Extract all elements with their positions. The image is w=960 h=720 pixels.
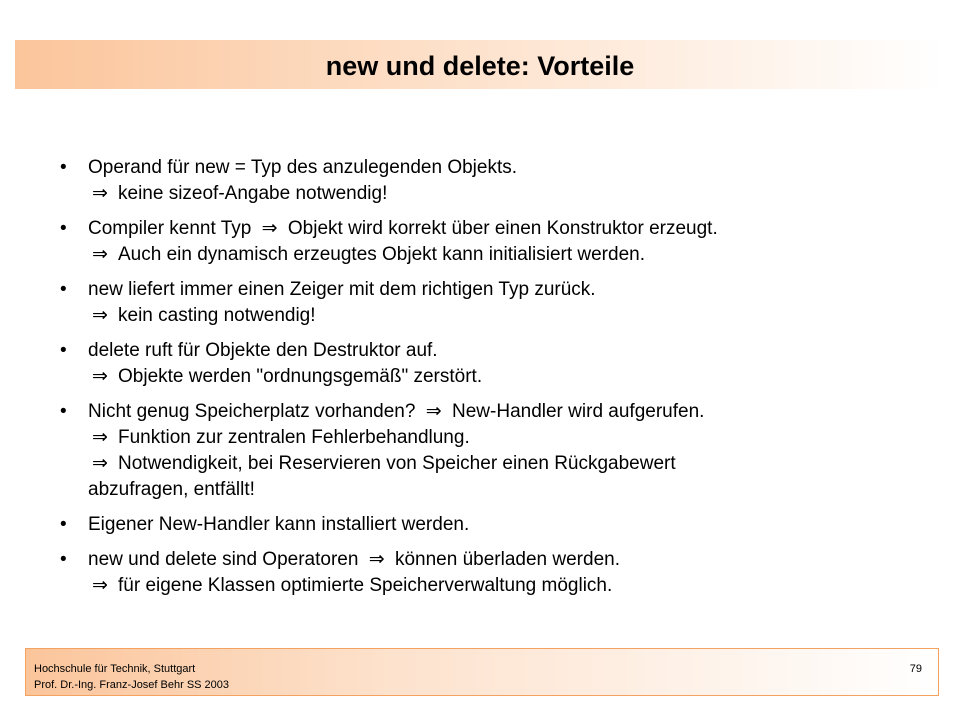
bullet-text-cont: können überladen werden. [394,549,620,570]
bullet-list [60,155,920,608]
implies-arrow-icon: ⇒ [425,401,442,422]
bullet-item [60,277,920,329]
bullet-text: new liefert immer einen Zeiger mit dem richtigen Typ zurück. [88,279,596,300]
implies-arrow-icon: ⇒ [92,427,108,448]
bullet-subtext: für eigene Klassen optimierte Speicherverwaltung möglich. [118,575,613,596]
implies-arrow-icon: ⇒ [92,453,108,474]
bullet-item [60,155,920,207]
title-bar [15,40,945,89]
bullet-icon: • [60,340,67,361]
implies-arrow-icon: ⇒ [92,366,108,387]
bullet-icon: • [60,549,67,570]
bullet-subtext: Funktion zur zentralen Fehlerbehandlung. [118,427,470,448]
implies-arrow-icon: ⇒ [368,549,385,570]
bullet-text-cont: Objekt wird korrekt über einen Konstruktor erzeugt. [287,218,718,239]
bullet-subtext: keine sizeof-Angabe notwendig! [118,183,388,204]
footer-institution: Hochschule für Technik, Stuttgart [34,663,196,675]
bullet-subtext: kein casting notwendig! [118,305,316,326]
bullet-subtext: Auch ein dynamisch erzeugtes Objekt kann initialisiert werden. [118,244,645,265]
bullet-subtext: Objekte werden "ordnungsgemäß" zerstört. [118,366,483,387]
bullet-text-cont: New-Handler wird aufgerufen. [452,401,705,422]
implies-arrow-icon: ⇒ [92,183,108,204]
bullet-item [60,547,920,599]
bullet-text: Compiler kennt Typ [88,218,252,239]
bullet-item [60,399,920,503]
bullet-text: Operand für new = Typ des anzulegenden Objekts. [88,157,518,178]
bullet-icon: • [60,401,67,422]
footer [25,648,939,696]
implies-arrow-icon: ⇒ [92,244,108,265]
bullet-text: Nicht genug Speicherplatz vorhanden? [88,401,416,422]
bullet-subtext: Notwendigkeit, bei Reservieren von Speicher einen Rückgabewert [118,453,676,474]
bullet-icon: • [60,514,67,535]
bullet-text: new und delete sind Operatoren [88,549,359,570]
bullet-item [60,512,920,538]
bullet-icon: • [60,218,67,239]
bullet-subtext-cont: abzufragen, entfällt! [88,479,255,500]
bullet-icon: • [60,157,67,178]
implies-arrow-icon: ⇒ [92,305,108,326]
page-number: 79 [909,663,922,675]
implies-arrow-icon: ⇒ [92,575,108,596]
footer-author: Prof. Dr.-Ing. Franz-Josef Behr SS 2003 [34,679,230,691]
bullet-text: Eigener New-Handler kann installiert werden. [88,514,470,535]
bullet-item [60,338,920,390]
bullet-icon: • [60,279,67,300]
bullet-item [60,216,920,268]
slide-title: new und delete: Vorteile [325,51,635,81]
implies-arrow-icon: ⇒ [261,218,278,239]
bullet-text: delete ruft für Objekte den Destruktor auf. [88,340,438,361]
